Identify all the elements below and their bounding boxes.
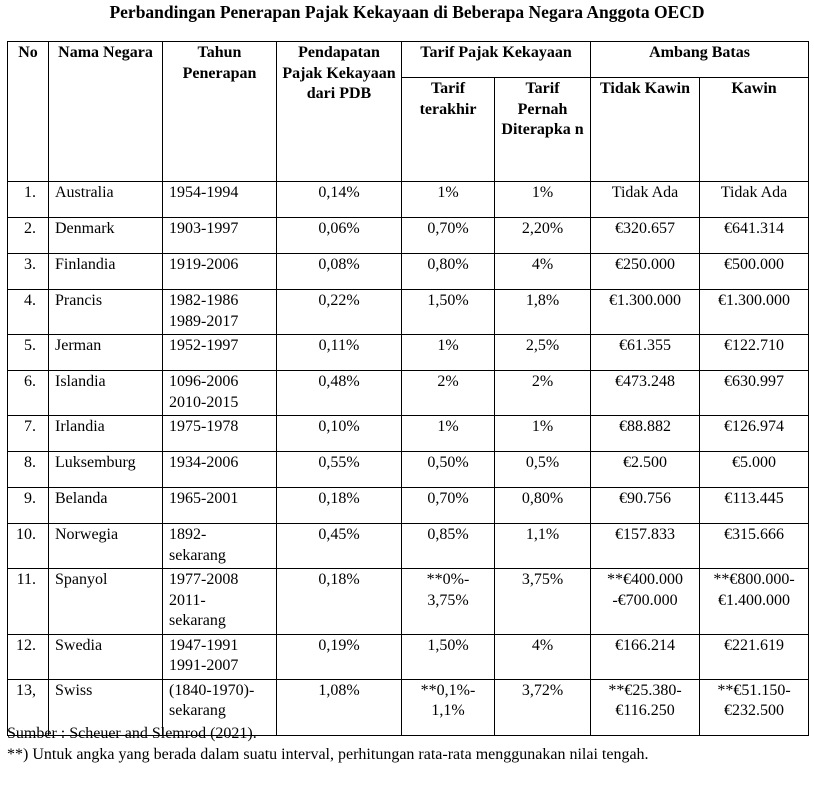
cell-tarif-pernah: 2,20% [495, 218, 591, 254]
cell-kawin-line: €221.619 [724, 636, 785, 654]
cell-tidak-kawin-line: €61.355 [619, 337, 672, 354]
cell-tarif-pernah: 3,72% [495, 679, 591, 735]
cell-no: 5. [8, 335, 49, 371]
cell-kawin [700, 416, 809, 452]
cell-tahun-line: 2011- [169, 591, 206, 609]
cell-tarif-pernah: 0,80% [495, 488, 591, 524]
cell-kawin-line: €1.400.000 [718, 591, 791, 609]
cell-pendapatan: 0,55% [277, 452, 402, 488]
source-note: Sumber : Scheuer and Slemrod (2021). [7, 725, 257, 742]
cell-tidak-kawin-line: €157.833 [615, 526, 676, 543]
cell-kawin-line: €126.974 [724, 418, 785, 435]
cell-kawin-line: **€800.000- [713, 571, 795, 588]
cell-tarif-terakhir [402, 524, 495, 569]
cell-tarif-terakhir [402, 569, 495, 635]
cell-kawin-line: €232.500 [724, 702, 785, 719]
table-row [8, 524, 809, 569]
cell-negara: Finlandia [49, 254, 163, 290]
cell-kawin [700, 569, 809, 635]
cell-no: 7. [8, 416, 49, 452]
cell-tahun [163, 452, 277, 488]
cell-tarif-terakhir [402, 254, 495, 290]
cell-tidak-kawin [591, 182, 700, 218]
cell-kawin-line: €641.314 [724, 220, 785, 237]
cell-tahun-line: 1947-1991 [169, 636, 239, 654]
cell-tidak-kawin-line: Tidak Ada [611, 184, 679, 201]
cell-tahun-line: 2010-2015 [169, 393, 239, 411]
wealth-tax-table [7, 41, 809, 736]
header-tarif-pernah: Tarif Pernah Diterapka n [495, 78, 591, 182]
cell-tidak-kawin [591, 569, 700, 635]
cell-tarif-pernah: 1% [495, 416, 591, 452]
cell-tarif-terakhir [402, 488, 495, 524]
cell-tidak-kawin-line: €250.000 [615, 256, 676, 273]
cell-tidak-kawin [591, 452, 700, 488]
cell-kawin-line: €630.997 [724, 373, 785, 390]
table-row [8, 254, 809, 290]
header-pendapatan: Pendapatan Pajak Kekayaan dari PDB [277, 42, 402, 182]
cell-tahun-line: 1919-2006 [169, 256, 239, 273]
cell-no: 8. [8, 452, 49, 488]
cell-tidak-kawin-line: €473.248 [615, 373, 676, 390]
cell-negara: Australia [49, 182, 163, 218]
table-row [8, 290, 809, 335]
cell-tarif-terakhir [402, 634, 495, 679]
cell-kawin [700, 488, 809, 524]
cell-tidak-kawin [591, 524, 700, 569]
cell-tidak-kawin [591, 290, 700, 335]
header-tarif-group: Tarif Pajak Kekayaan [402, 42, 591, 78]
table-row [8, 371, 809, 416]
table-row [8, 182, 809, 218]
cell-tahun-line: sekarang [169, 546, 226, 564]
cell-tarif-terakhir-line: **0%- [426, 571, 470, 588]
cell-tidak-kawin-line: **€25.380- [608, 681, 682, 699]
cell-tarif-terakhir-line: 1,50% [427, 292, 469, 309]
cell-tidak-kawin-line: €90.756 [619, 490, 672, 507]
table-row [8, 488, 809, 524]
cell-tarif-pernah: 1,1% [495, 524, 591, 569]
cell-kawin-line: €122.710 [724, 337, 785, 354]
cell-tarif-terakhir [402, 371, 495, 416]
cell-tarif-terakhir [402, 218, 495, 254]
cell-tidak-kawin-line: €2.500 [623, 454, 668, 471]
cell-tahun-line: 1982-1986 [169, 292, 239, 309]
cell-tarif-terakhir [402, 335, 495, 371]
cell-negara: Luksemburg [49, 452, 163, 488]
cell-pendapatan: 0,45% [277, 524, 402, 569]
cell-tarif-terakhir-line: 0,80% [427, 256, 469, 273]
cell-tarif-pernah: 4% [495, 634, 591, 679]
cell-no: 4. [8, 290, 49, 335]
table-row [8, 416, 809, 452]
cell-kawin [700, 634, 809, 679]
cell-tahun-line: 1952-1997 [169, 337, 239, 354]
cell-pendapatan: 0,06% [277, 218, 402, 254]
cell-no: 12. [8, 634, 49, 679]
cell-tarif-pernah: 0,5% [495, 452, 591, 488]
cell-tarif-terakhir [402, 182, 495, 218]
cell-tidak-kawin [591, 335, 700, 371]
cell-tahun [163, 416, 277, 452]
cell-negara: Denmark [49, 218, 163, 254]
header-nama-negara: Nama Negara [49, 42, 163, 182]
cell-no: 3. [8, 254, 49, 290]
cell-kawin-line: €113.445 [724, 490, 784, 507]
cell-tahun-line: 1954-1994 [169, 184, 239, 201]
table-row [8, 218, 809, 254]
cell-pendapatan: 0,19% [277, 634, 402, 679]
cell-pendapatan: 0,10% [277, 416, 402, 452]
cell-tahun-line: (1840-1970)- [169, 681, 255, 699]
cell-tarif-terakhir-line: 0,85% [427, 526, 469, 543]
cell-tarif-pernah: 1% [495, 182, 591, 218]
table-row [8, 634, 809, 679]
cell-tarif-terakhir-line: 1% [437, 418, 459, 435]
cell-negara: Irlandia [49, 416, 163, 452]
cell-tidak-kawin-line: -€700.000 [612, 591, 678, 609]
cell-tidak-kawin-line: €88.882 [619, 418, 672, 435]
cell-tidak-kawin [591, 254, 700, 290]
cell-tahun [163, 218, 277, 254]
cell-no: 11. [8, 569, 49, 635]
cell-negara: Swedia [49, 634, 163, 679]
cell-tarif-pernah: 2% [495, 371, 591, 416]
cell-tahun [163, 371, 277, 416]
cell-tahun-line: sekarang [169, 612, 226, 629]
cell-tidak-kawin [591, 416, 700, 452]
header-no: No [8, 42, 49, 182]
cell-tahun-line: 1903-1997 [169, 220, 239, 237]
cell-kawin-line: €1.300.000 [718, 292, 791, 309]
cell-tahun-line: 1975-1978 [169, 418, 239, 435]
cell-tahun-line: sekarang [169, 702, 226, 719]
header-tarif-terakhir: Tarif terakhir [402, 78, 495, 182]
cell-tarif-terakhir-line: 0,70% [427, 220, 469, 237]
cell-pendapatan: 0,18% [277, 488, 402, 524]
cell-tarif-terakhir [402, 452, 495, 488]
cell-no: 10. [8, 524, 49, 569]
cell-tahun-line: 1977-2008 [169, 571, 239, 588]
cell-tarif-terakhir-line: 1,1% [431, 702, 465, 719]
cell-kawin [700, 452, 809, 488]
cell-tarif-terakhir-line: 0,50% [427, 454, 469, 471]
cell-pendapatan: 0,48% [277, 371, 402, 416]
cell-tidak-kawin-line: €166.214 [615, 636, 676, 654]
header-tahun-penerapan: Tahun Penerapan [163, 42, 277, 182]
cell-pendapatan: 0,14% [277, 182, 402, 218]
cell-tarif-terakhir [402, 290, 495, 335]
cell-kawin-line: €315.666 [724, 526, 785, 543]
cell-tarif-pernah: 2,5% [495, 335, 591, 371]
cell-tarif-pernah: 4% [495, 254, 591, 290]
cell-tahun-line: 1989-2017 [169, 312, 239, 330]
cell-tahun-line: 1965-2001 [169, 490, 239, 507]
cell-tahun [163, 524, 277, 569]
cell-tahun [163, 254, 277, 290]
cell-no: 6. [8, 371, 49, 416]
cell-tahun-line: 1991-2007 [169, 657, 239, 674]
cell-tidak-kawin [591, 218, 700, 254]
cell-tahun [163, 569, 277, 635]
cell-no: 1. [8, 182, 49, 218]
cell-kawin-line: Tidak Ada [720, 184, 788, 201]
cell-no: 2. [8, 218, 49, 254]
cell-tidak-kawin-line: €1.300.000 [609, 292, 682, 309]
cell-kawin [700, 371, 809, 416]
cell-pendapatan: 0,22% [277, 290, 402, 335]
header-tidak-kawin: Tidak Kawin [591, 78, 700, 182]
cell-tidak-kawin [591, 488, 700, 524]
table-title: Perbandingan Penerapan Pajak Kekayaan di Beberapa Negara Anggota OECD [109, 2, 705, 22]
cell-tidak-kawin-line: €320.657 [615, 220, 676, 237]
cell-tahun [163, 335, 277, 371]
cell-pendapatan: 1,08% [277, 679, 402, 735]
cell-tarif-terakhir-line: 1% [437, 184, 459, 201]
cell-tidak-kawin-line: **€400.000 [607, 571, 684, 588]
cell-tarif-pernah: 1,8% [495, 290, 591, 335]
cell-negara: Prancis [49, 290, 163, 335]
table-row [8, 452, 809, 488]
cell-no: 13, [8, 679, 49, 735]
cell-tahun-line: 1096-2006 [169, 373, 239, 390]
cell-kawin-line: €5.000 [732, 454, 777, 471]
cell-tarif-terakhir-line: 0,70% [427, 490, 469, 507]
cell-tarif-terakhir-line: 1,50% [427, 636, 469, 654]
cell-negara: Jerman [49, 335, 163, 371]
cell-kawin [700, 254, 809, 290]
cell-tahun-line: 1892- [169, 526, 207, 543]
cell-kawin-line: €500.000 [724, 256, 785, 273]
table-row [8, 335, 809, 371]
cell-tarif-terakhir-line: 3,75% [427, 591, 469, 609]
header-ambang-group: Ambang Batas [591, 42, 809, 78]
cell-kawin [700, 218, 809, 254]
cell-tarif-pernah: 3,75% [495, 569, 591, 635]
cell-tarif-terakhir-line: 1% [437, 337, 459, 354]
interval-note: **) Untuk angka yang berada dalam suatu interval, perhitungan rata-rata menggunakan nilai tengah. [7, 746, 649, 763]
cell-tarif-terakhir-line: 2% [437, 373, 459, 390]
cell-pendapatan: 0,08% [277, 254, 402, 290]
cell-negara: Swiss [49, 679, 163, 735]
cell-kawin [700, 290, 809, 335]
cell-kawin [700, 182, 809, 218]
cell-tidak-kawin [591, 371, 700, 416]
header-kawin: Kawin [700, 78, 809, 182]
cell-no: 9. [8, 488, 49, 524]
cell-tahun [163, 290, 277, 335]
cell-tahun-line: 1934-2006 [169, 454, 239, 471]
table-body [8, 182, 809, 736]
cell-tidak-kawin [591, 634, 700, 679]
cell-pendapatan: 0,18% [277, 569, 402, 635]
cell-kawin [700, 335, 809, 371]
cell-negara: Spanyol [49, 569, 163, 635]
cell-tahun [163, 488, 277, 524]
cell-tarif-terakhir-line: **0,1%- [420, 681, 476, 699]
cell-negara: Islandia [49, 371, 163, 416]
cell-kawin-line: **€51.150- [717, 681, 791, 699]
cell-tidak-kawin-line: €116.250 [615, 702, 675, 719]
cell-pendapatan: 0,11% [277, 335, 402, 371]
table-row [8, 569, 809, 635]
cell-tarif-terakhir [402, 416, 495, 452]
cell-negara: Norwegia [49, 524, 163, 569]
cell-kawin [700, 524, 809, 569]
cell-tahun [163, 182, 277, 218]
cell-negara: Belanda [49, 488, 163, 524]
cell-tahun [163, 634, 277, 679]
